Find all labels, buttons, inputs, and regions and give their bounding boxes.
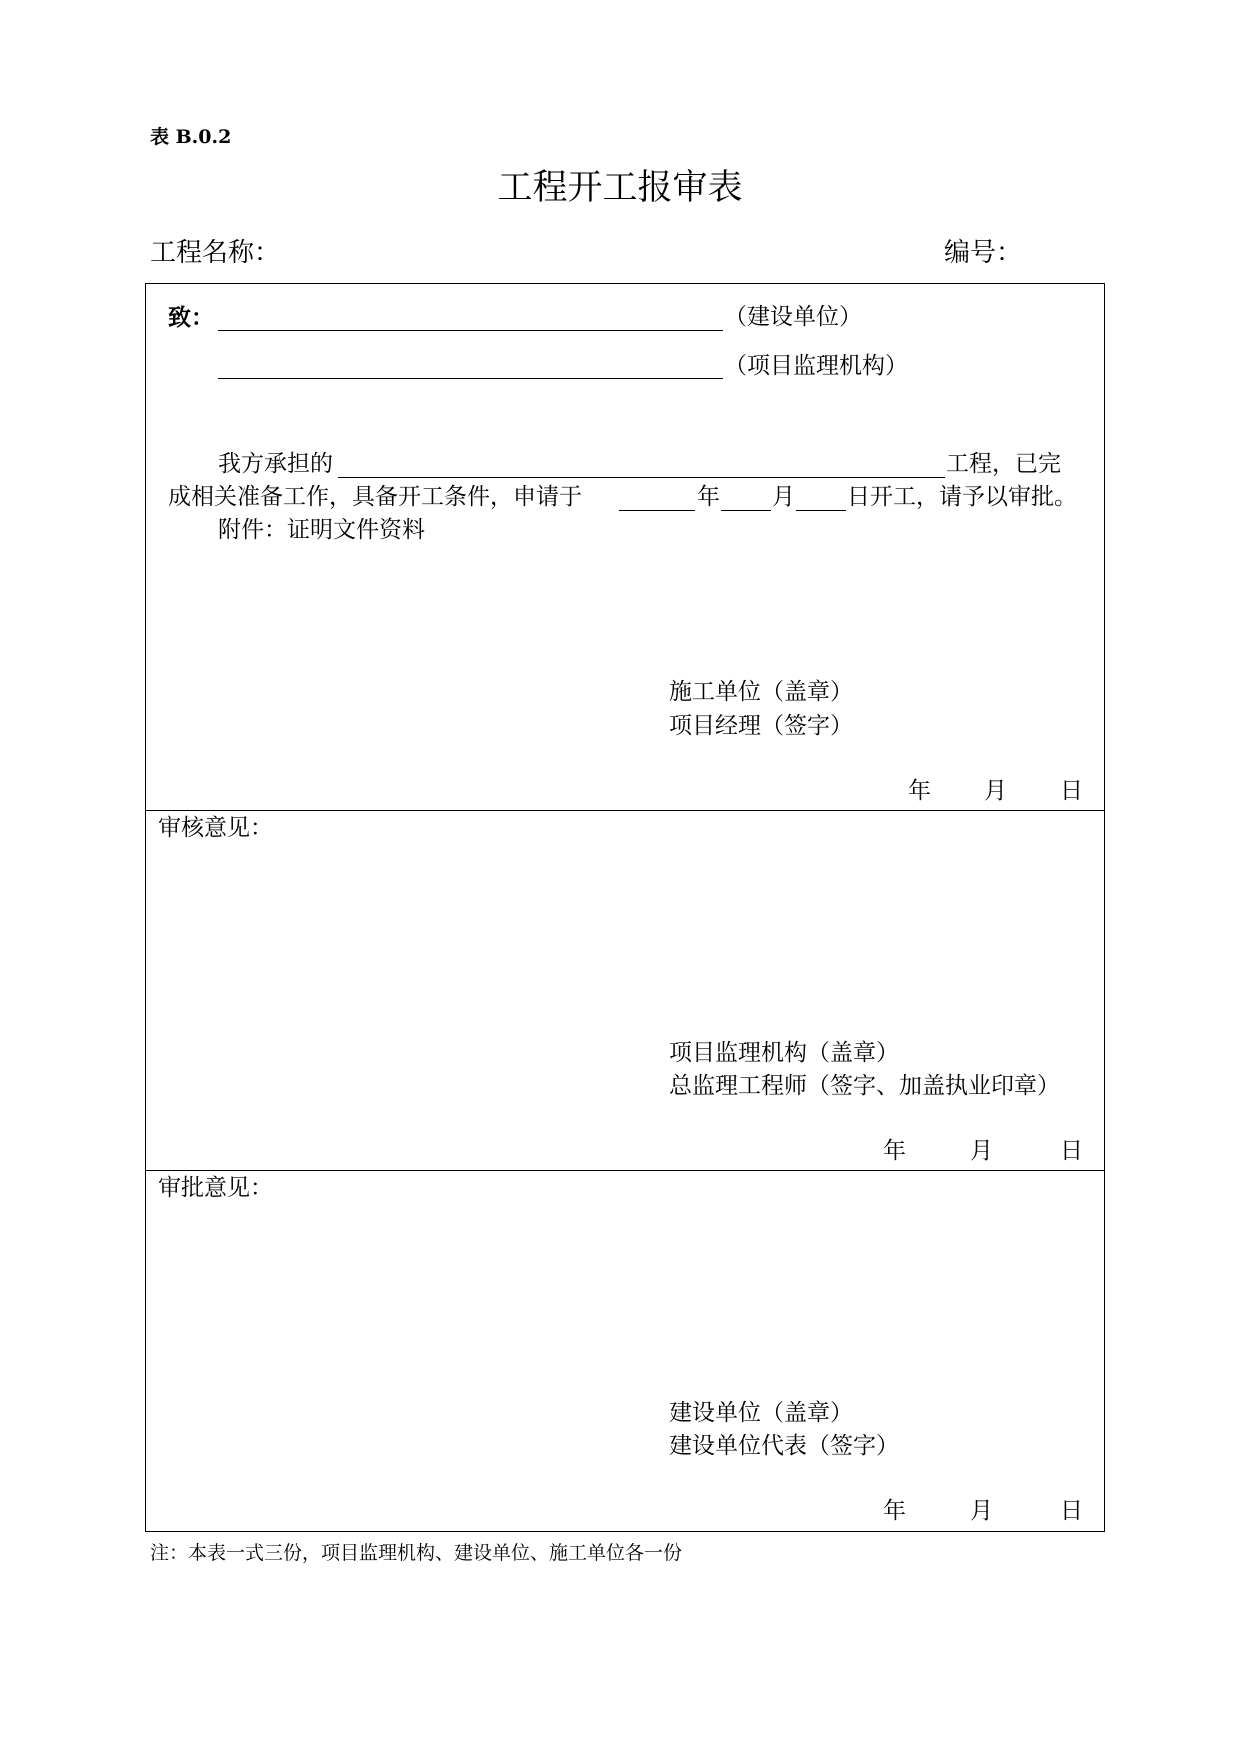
date-year-label: 年 (883, 1498, 906, 1524)
date-day-label: 日 (1060, 1498, 1083, 1524)
line2-year: 年 (697, 484, 720, 510)
project-name-field[interactable] (338, 477, 945, 478)
contractor-seal-label: 施工单位（盖章） (669, 679, 853, 705)
page-title: 工程开工报审表 (497, 168, 743, 208)
form-code: 表 B.0.2 (150, 126, 232, 148)
number-label: 编号： (944, 238, 1023, 268)
date-day-label: 日 (1060, 778, 1083, 804)
footnote: 注：本表一式三份，项目监理机构、建设单位、施工单位各一份 (150, 1542, 683, 1564)
start-year-field[interactable] (619, 510, 695, 511)
start-day-field[interactable] (796, 510, 846, 511)
line2-part2: 日开工，请予以审批。 (847, 484, 1077, 510)
date-month-label: 月 (970, 1498, 993, 1524)
section-divider (146, 1170, 1104, 1171)
date-year-label: 年 (908, 778, 931, 804)
section-divider (146, 810, 1104, 811)
line2-part1: 成相关准备工作，具备开工条件，申请于 (168, 484, 582, 510)
recipient1-suffix: （建设单位） (724, 304, 862, 330)
recipient-construction-unit-field[interactable] (218, 330, 723, 331)
to-label: 致： (168, 304, 214, 331)
line2-month: 月 (772, 484, 795, 510)
chief-engineer-sign-label: 总监理工程师（签字、加盖执业印章） (669, 1073, 1060, 1099)
project-name-label: 工程名称： (150, 238, 281, 268)
owner-seal-label: 建设单位（盖章） (669, 1400, 853, 1426)
line1-prefix: 我方承担的 (218, 451, 333, 477)
recipient-supervision-org-field[interactable] (218, 378, 723, 379)
form-table (145, 283, 1105, 1532)
start-month-field[interactable] (721, 510, 771, 511)
date-month-label: 月 (970, 1138, 993, 1164)
approval-opinion-label: 审批意见： (158, 1175, 273, 1201)
project-manager-sign-label: 项目经理（签字） (669, 713, 853, 739)
recipient2-suffix: （项目监理机构） (724, 353, 908, 379)
attachment-label: 附件：证明文件资料 (218, 517, 425, 543)
supervision-seal-label: 项目监理机构（盖章） (669, 1040, 899, 1066)
line1-suffix: 工程，已完 (946, 451, 1061, 477)
date-day-label: 日 (1060, 1138, 1083, 1164)
date-year-label: 年 (883, 1138, 906, 1164)
date-month-label: 月 (984, 778, 1007, 804)
owner-rep-sign-label: 建设单位代表（签字） (669, 1433, 899, 1459)
review-opinion-label: 审核意见： (158, 815, 273, 841)
